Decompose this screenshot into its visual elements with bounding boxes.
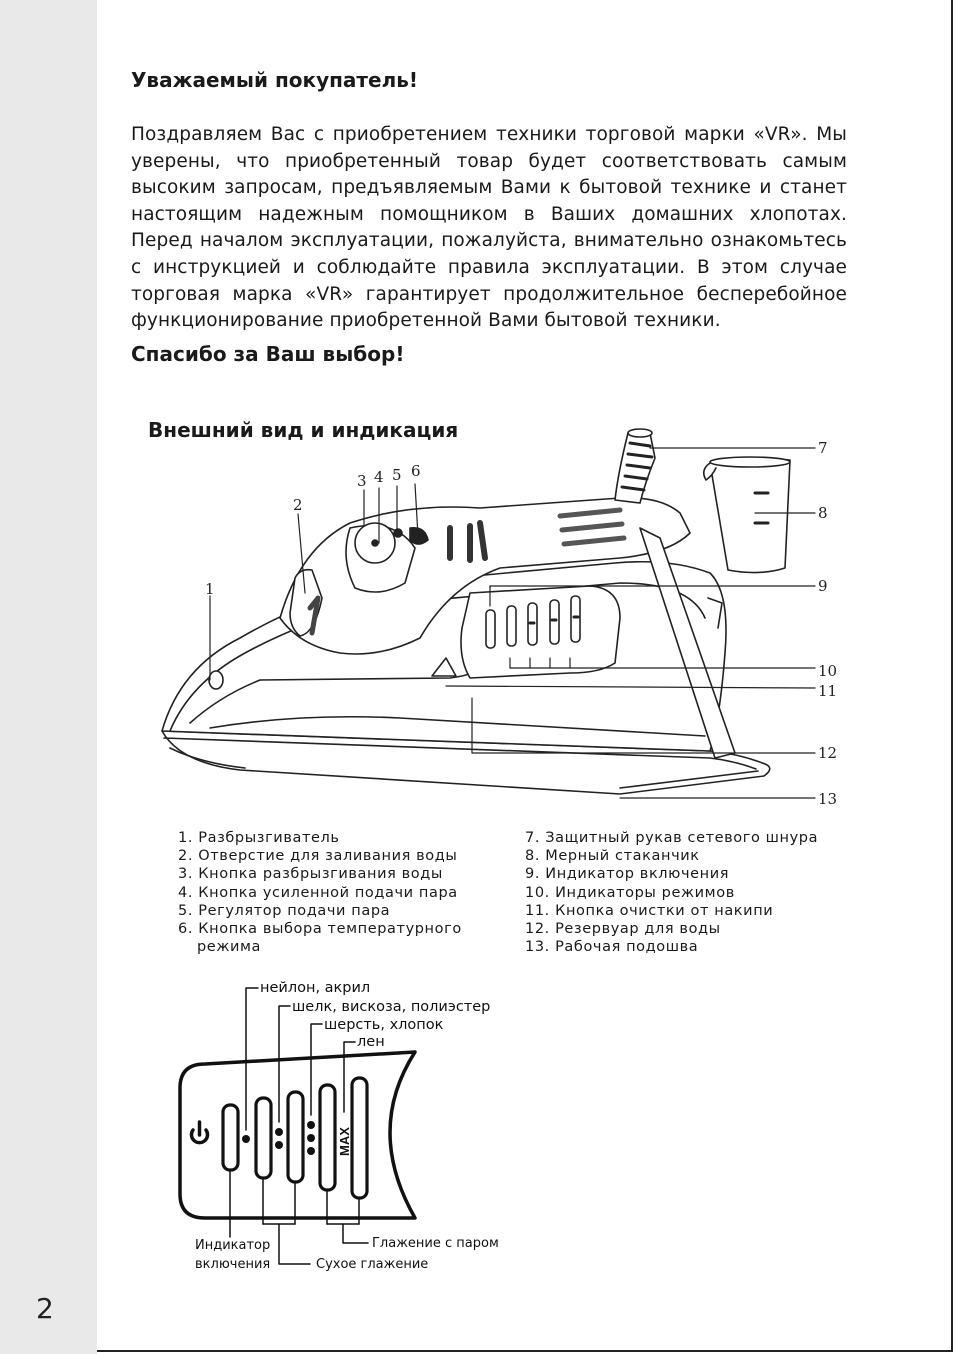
legend-item: 1. Разбрызгиватель <box>178 830 340 846</box>
measuring-cup <box>710 459 790 573</box>
power-indicator-slot <box>223 1105 238 1170</box>
diagram-label-1: 1 <box>205 580 215 598</box>
diagram-label-13: 13 <box>818 790 838 808</box>
mode-slot-wool <box>320 1085 335 1190</box>
greeting-heading: Уважаемый покупатель! <box>131 68 419 92</box>
diagram-label-10: 10 <box>818 662 838 680</box>
control-panel-diagram <box>170 972 510 1272</box>
legend-item: 8. Мерный стаканчик <box>525 848 700 865</box>
legend-item: 10. Индикаторы режимов <box>525 884 735 901</box>
diagram-label-12: 12 <box>818 744 838 762</box>
label-dry-ironing: Сухое глажение <box>316 1257 429 1272</box>
sprayer-nozzle <box>209 671 223 689</box>
legend-item: 12. Резервуар для воды <box>525 921 721 938</box>
label-linen: лен <box>357 1034 385 1050</box>
mode-indicator-window <box>461 586 620 678</box>
diagram-label-5: 5 <box>392 466 402 484</box>
section-title: Внешний вид и индикация <box>148 418 459 442</box>
legend-item: 3. Кнопка разбрызгивания воды <box>178 866 443 883</box>
legend-item: 5. Регулятор подачи пара <box>178 902 391 919</box>
label-power-indicator-1: Индикатор <box>195 1238 271 1253</box>
page-sidebar <box>0 0 97 1354</box>
diagram-label-9: 9 <box>818 577 828 595</box>
max-label: MAX <box>337 1127 352 1156</box>
diagram-label-11: 11 <box>818 682 838 700</box>
legend-item: 11. Кнопка очистки от накипи <box>525 902 774 919</box>
diagram-label-6: 6 <box>411 462 421 480</box>
intro-paragraph: Поздравляем Вас с приобретением техники торговой марки «VR». Мы уверены, что приобретенный товар будет соответствовать самым высоким запросам, предъявляемым Вами к бытовой технике и станет настоящим надежным помощником в Ваших домашних хлопотах. Перед началом эксплуатации, пожалуйста, внимательно ознакомьтесь с инструкцией и соблюдайте правила эксплуатации. В этом случае торговая марка «VR» гарантирует продолжительное бесперебойное функционирование приобретенной Вами бытовой техники. <box>131 124 847 332</box>
diagram-label-3: 3 <box>357 472 367 490</box>
mode-slot-linen <box>352 1078 367 1198</box>
label-power-indicator-2: включения <box>195 1257 271 1272</box>
label-silk: шелк, вискоза, полиэстер <box>292 999 491 1015</box>
legend-item: 7. Защитный рукав сетевого шнура <box>525 830 819 846</box>
iron-diagram <box>150 418 850 818</box>
mode-slot-nylon <box>256 1098 271 1178</box>
legend-item: 9. Индикатор включения <box>525 866 730 883</box>
diagram-label-7: 7 <box>818 439 828 457</box>
parts-legend-right <box>525 829 818 956</box>
legend-item-continuation: режима <box>197 939 262 956</box>
mode-slot-silk <box>288 1092 303 1182</box>
label-nylon: нейлон, акрил <box>260 980 371 996</box>
diagram-label-8: 8 <box>818 504 828 522</box>
legend-item: 2. Отверстие для заливания воды <box>178 848 458 865</box>
legend-item: 6. Кнопка выбора температурного <box>178 921 462 938</box>
diagram-label-4: 4 <box>374 468 384 486</box>
diagram-label-2: 2 <box>293 496 303 514</box>
thanks-heading: Спасибо за Ваш выбор! <box>131 342 405 366</box>
label-steam-ironing: Глажение с паром <box>372 1236 499 1251</box>
legend-item: 4. Кнопка усиленной подачи пара <box>178 884 458 901</box>
panel-outline <box>180 1052 415 1218</box>
power-icon <box>192 1122 208 1143</box>
page-number: 2 <box>36 1292 54 1325</box>
legend-item: 13. Рабочая подошва <box>525 939 699 956</box>
parts-legend-left <box>178 829 462 956</box>
label-wool: шерсть, хлопок <box>324 1017 444 1033</box>
